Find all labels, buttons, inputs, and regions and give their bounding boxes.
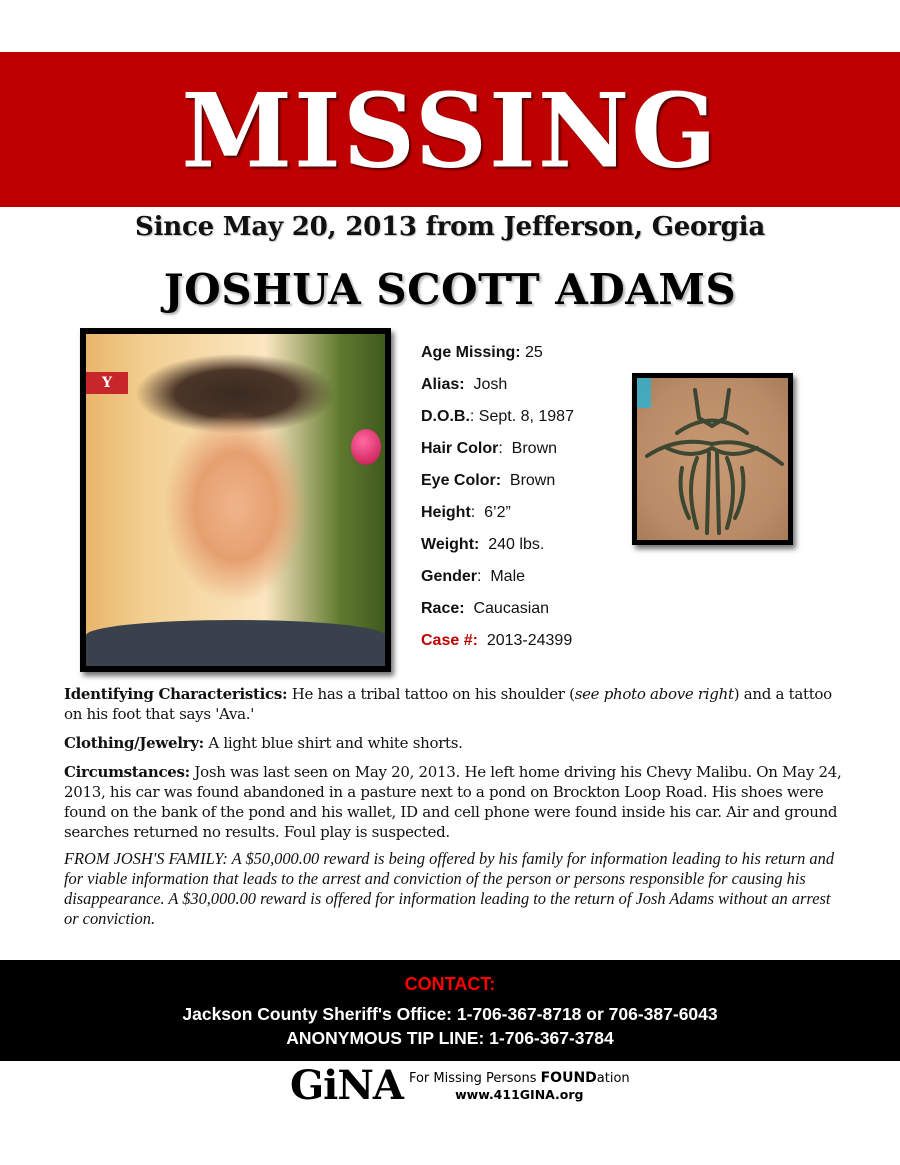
clothing-label: Clothing/Jewelry: [64,734,204,752]
fact-label: Weight: [421,536,480,553]
banner-title: MISSING [181,70,719,191]
christmas-ornament [351,429,381,465]
circumstances-text: Josh was last seen on May 20, 2013. He left home driving his Chevy Malibu. On May 24, 2013, his car was found abandoned in a pasture next to a pond on Brockton Loop Road. His shoes were found on the bank of the pond and his wallet, ID and cell phone were found inside his car. Air and ground searches returned no results. Foul play is suspected. [64,763,842,841]
missing-person-name: JOSHUA SCOTT ADAMS [163,265,737,314]
identifying-label: Identifying Characteristics: [64,685,288,703]
identifying-characteristics [64,684,844,724]
fact-label: D.O.B. [421,408,470,425]
fact-label: Eye Color: [421,472,502,489]
fact-age-missing [421,342,574,374]
family-reward-statement: FROM JOSH'S FAMILY: A $50,000.00 reward is being offered by his family for information leading to his return and for viable information that leads to the arrest and conviction of the person or persons responsible for causing his disappearance. A $30,000.00 reward is offered for information leading to the return of Josh Adams without an arrest or conviction. [64,849,835,928]
circumstances-label: Circumstances: [64,763,190,781]
fact-value: : 6’2” [470,504,511,521]
fact-label: Hair Color [421,440,499,457]
tagline-prefix: For Missing Persons [408,1070,541,1086]
fact-race [421,598,574,630]
identifying-text-after: ) and a tattoo on his foot that says 'Ava.' [64,685,832,723]
fact-weight [421,534,574,566]
details-section [64,684,844,938]
fact-value: Caucasian [464,600,550,617]
tagline-bold: FOUND [540,1069,597,1086]
gina-logo: GiNA [290,1062,403,1109]
fact-value: 2013-24399 [477,632,573,649]
background-sign: Y [86,372,128,394]
fact-value: 240 lbs. [479,536,545,553]
contact-bar [0,960,900,1061]
fact-hair-color [421,438,574,470]
tip-line-contact: ANONYMOUS TIP LINE: 1-706-367-3784 [286,1028,614,1048]
shirt [86,620,385,666]
circumstances [64,762,844,842]
fact-value: : Male [477,568,526,585]
gina-text [409,1070,630,1103]
fact-gender [421,566,574,598]
tribal-tattoo-icon [637,378,788,540]
fact-value: Josh [464,376,508,393]
clothing-text: A light blue shirt and white shorts. [203,734,463,752]
gina-url[interactable]: www.411GINA.org [455,1086,584,1102]
gina-tagline [409,1070,630,1087]
fact-dob [421,406,574,438]
fact-height [421,502,574,534]
footer-gina [290,1064,650,1108]
identifying-text: He has a tribal tattoo on his shoulder ( [287,685,575,703]
fact-label: Race: [421,600,465,617]
identifying-italic: see photo above right [574,685,734,703]
contact-title: CONTACT: [404,974,496,994]
missing-banner [0,52,900,207]
fact-value: : Brown [498,440,558,457]
fact-label: Case #: [421,632,478,649]
fact-label: Gender [421,568,478,585]
fact-value: 25 [520,344,543,361]
facts-list [421,342,574,662]
fact-label: Alias: [421,376,465,393]
fact-case-number [421,630,574,662]
fact-label: Height [421,504,471,521]
fact-value: : Sept. 8, 1987 [469,408,574,425]
missing-since-line: Since May 20, 2013 from Jefferson, Georgia [135,212,765,242]
sheriff-contact: Jackson County Sheriff's Office: 1-706-367-8718 or 706-387-6043 [182,1004,718,1024]
person-photo [80,328,391,672]
tagline-suffix: ation [596,1070,630,1086]
fact-label: Age Missing: [421,344,521,361]
fact-eye-color [421,470,574,502]
tattoo-photo [632,373,793,545]
fact-alias [421,374,574,406]
fact-value: Brown [501,472,556,489]
clothing-jewelry [64,733,844,753]
